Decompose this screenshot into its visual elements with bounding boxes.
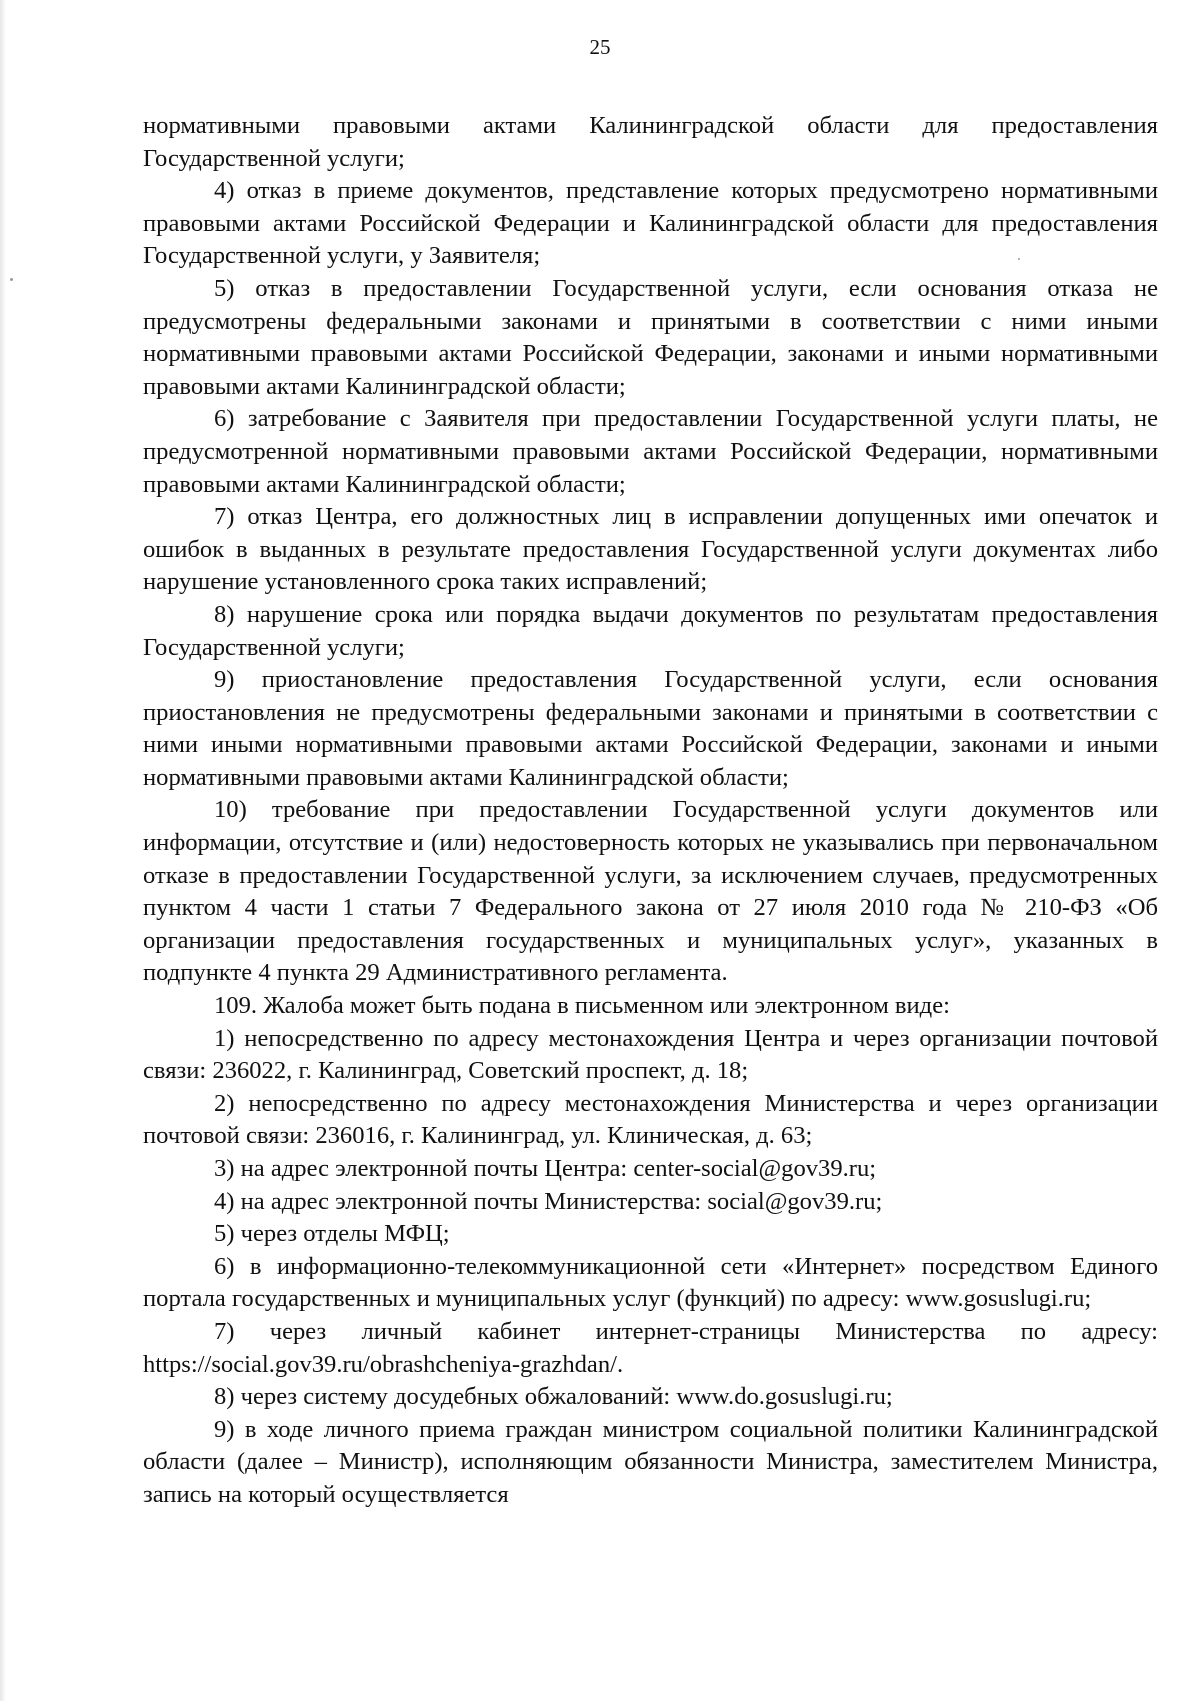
paragraph-channel-2-ministry-address: 2) непосредственно по адресу местонахождения Министерства и через организации почтовой связи: 236016, г. Калининград, ул. Клиническая, д. 63;	[143, 1089, 1158, 1150]
paragraph-item-9-suspension: 9) приостановление предоставления Государственной услуги, если основания приостановления не предусмотрены федеральными законами и принятыми в соответствии с ними иными нормативными правовыми актами Российской Федерации, законами и иными нормативными правовыми актами Калининградской области;	[143, 666, 1158, 791]
paragraph-continuation: нормативными правовыми актами Калининградской области для предоставления Государственной услуги;	[143, 112, 1158, 172]
page-number: 25	[589, 35, 611, 59]
paragraph-item-7-correction-refusal: 7) отказ Центра, его должностных лиц в исправлении допущенных ими опечаток и ошибок в выданных в результате предоставления Государственной услуги документах либо нарушение установленного срока таких исправлений;	[143, 503, 1158, 596]
paragraph-channel-7-ministry-cabinet: 7) через личный кабинет интернет-страницы Министерства по адресу: https://social.gov39.ru/obrashcheniya-grazhdan/.	[143, 1317, 1158, 1378]
scan-speck	[10, 278, 13, 281]
paragraph-channel-3-center-email: 3) на адрес электронной почты Центра: center-social@gov39.ru;	[214, 1155, 877, 1182]
paragraph-channel-6-gosuslugi: 6) в информационно-телекоммуникационной сети «Интернет» посредством Единого портала государственных и муниципальных услуг (функций) по адресу: www.gosuslugi.ru;	[143, 1252, 1158, 1313]
paragraph-channel-1-center-address: 1) непосредственно по адресу местонахождения Центра и через организации почтовой связи: 236022, г. Калининград, Советский проспект, д. 18;	[143, 1024, 1158, 1085]
paragraph-channel-5-mfc: 5) через отделы МФЦ;	[214, 1220, 450, 1248]
paragraph-clause-109: 109. Жалоба может быть подана в письменном или электронном виде:	[214, 992, 950, 1020]
paragraph-channel-4-ministry-email: 4) на адрес электронной почты Министерства: social@gov39.ru;	[214, 1187, 883, 1215]
scan-edge-shadow	[0, 0, 6, 1701]
paragraph-item-6-payment-demand: 6) затребование с Заявителя при предоставлении Государственной услуги платы, не предусмотренной нормативными правовыми актами Российской Федерации, нормативными правовыми актами Калининградской области;	[143, 405, 1158, 498]
paragraph-item-5-refusal-service: 5) отказ в предоставлении Государственной услуги, если основания отказа не предусмотрены федеральными законами и принятыми в соответствии с ними иными нормативными правовыми актами Российской Федерации, законами и иными нормативными правовыми актами Калининградской области;	[143, 274, 1158, 400]
paragraph-item-8-issue-violation: 8) нарушение срока или порядка выдачи документов по результатам предоставления Государственной услуги;	[143, 600, 1158, 661]
document-body	[143, 110, 1158, 1512]
paragraph-channel-8-pretrial-system: 8) через систему досудебных обжалований: www.do.gosuslugi.ru;	[214, 1383, 893, 1411]
paragraph-channel-9-personal-reception: 9) в ходе личного приема граждан министром социальной политики Калининградской области (далее – Министр), исполняющим обязанности Министра, заместителем Министра, запись на который осуществляется	[143, 1415, 1158, 1508]
paragraph-item-10-document-requirement: 10) требование при предоставлении Государственной услуги документов или информации, отсутствие и (или) недостоверность которых не указывались при первоначальном отказе в предоставлении Государственной услуги, за исключением случаев, предусмотренных пунктом 4 части 1 статьи 7 Федерального закона от 27 июля 2010 года № 210-ФЗ «Об организации предоставления государственных и муниципальных услуг», указанных в подпункте 4 пункта 29 Административного регламента.	[143, 796, 1158, 987]
paragraph-item-4-refusal-documents: 4) отказ в приеме документов, представление которых предусмотрено нормативными правовыми актами Российской Федерации и Калининградской области для предоставления Государственной услуги, у Заявителя;	[143, 177, 1158, 270]
